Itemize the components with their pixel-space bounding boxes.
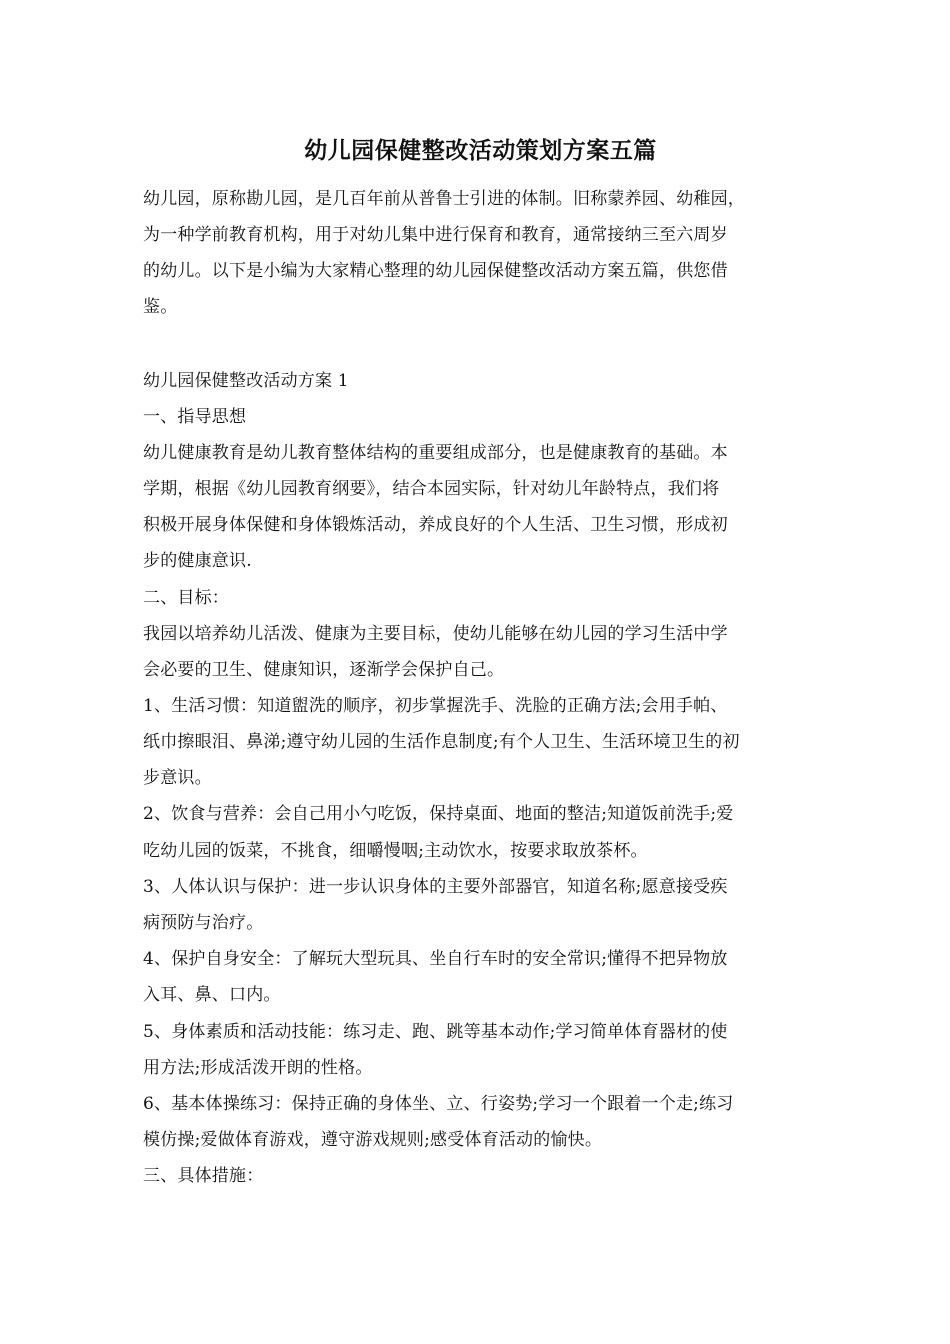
list-item-line: 纸巾擦眼泪、鼻涕;遵守幼儿园的生活作息制度;有个人卫生、生活环境卫生的初: [143, 732, 740, 752]
intro-line: 为一种学前教育机构，用于对幼儿集中进行保育和教育，通常接纳三至六周岁: [143, 225, 728, 245]
paragraph-line: 积极开展身体保健和身体锻炼活动，养成良好的个人生活、卫生习惯，形成初: [143, 515, 728, 535]
list-item-line: 2、饮食与营养：会自己用小勺吃饭，保持桌面、地面的整洁;知道饭前洗手;爱: [143, 804, 734, 824]
intro-line: 鉴。: [143, 297, 178, 317]
list-item-line: 5、身体素质和活动技能：练习走、跑、跳等基本动作;学习简单体育器材的使: [143, 1022, 728, 1042]
subsection-heading: 三、具体措施：: [143, 1166, 264, 1186]
list-item-line: 模仿操;爱做体育游戏，遵守游戏规则;感受体育活动的愉快。: [143, 1130, 603, 1150]
list-item-line: 3、人体认识与保护：进一步认识身体的主要外部器官，知道名称;愿意接受疾: [143, 877, 728, 897]
paragraph-line: 会必要的卫生、健康知识，逐渐学会保护自己。: [143, 660, 505, 680]
paragraph-line: 幼儿健康教育是幼儿教育整体结构的重要组成部分，也是健康教育的基础。本: [143, 443, 728, 463]
list-item-line: 步意识。: [143, 768, 212, 788]
intro-line: 幼儿园，原称勘儿园，是几百年前从普鲁士引进的体制。旧称蒙养园、幼稚园，: [143, 189, 745, 209]
subsection-heading: 一、指导思想: [143, 407, 247, 427]
intro-line: 的幼儿。以下是小编为大家精心整理的幼儿园保健整改活动方案五篇，供您借: [143, 261, 728, 281]
list-item-line: 用方法;形成活泼开朗的性格。: [143, 1058, 373, 1078]
subsection-heading: 二、目标：: [143, 588, 229, 608]
paragraph-line: 我园以培养幼儿活泼、健康为主要目标，使幼儿能够在幼儿园的学习生活中学: [143, 624, 728, 644]
list-item-line: 吃幼儿园的饭菜，不挑食，细嚼慢咽;主动饮水，按要求取放茶杯。: [143, 841, 648, 861]
paragraph-line: 学期，根据《幼儿园教育纲要》，结合本园实际，针对幼儿年龄特点，我们将: [143, 479, 720, 499]
list-item-line: 6、基本体操练习：保持正确的身体坐、立、行姿势;学习一个跟着一个走;练习: [143, 1094, 734, 1114]
list-item-line: 入耳、鼻、口内。: [143, 985, 281, 1005]
document-title: 幼儿园保健整改活动策划方案五篇: [304, 137, 657, 164]
section-heading: 幼儿园保健整改活动方案 1: [143, 371, 349, 391]
list-item-line: 1、生活习惯：知道盥洗的顺序，初步掌握洗手、洗脸的正确方法;会用手帕、: [143, 696, 728, 716]
paragraph-line: 步的健康意识.: [143, 551, 252, 571]
list-item-line: 4、保护自身安全：了解玩大型玩具、坐自行车时的安全常识;懂得不把异物放: [143, 949, 728, 969]
list-item-line: 病预防与治疗。: [143, 913, 264, 933]
